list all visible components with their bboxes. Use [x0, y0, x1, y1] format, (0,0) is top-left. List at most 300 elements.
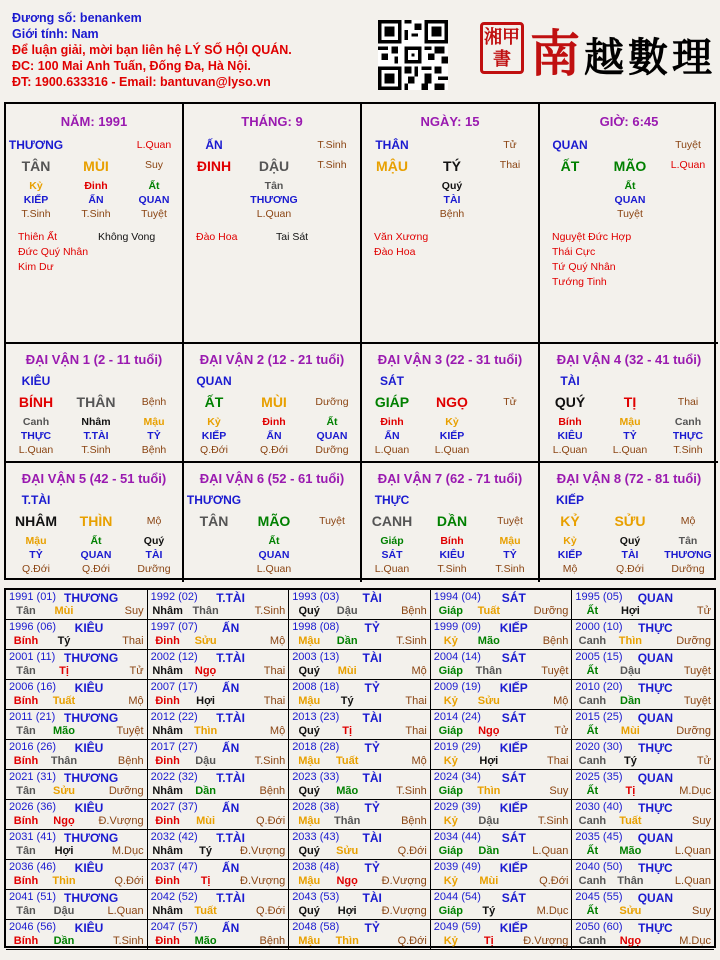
year-branch: Mùi	[196, 815, 216, 827]
year-label: 2001 (11)	[9, 651, 56, 663]
luck-hidden-phase: L.Quan	[18, 444, 54, 456]
year-phase: Thai	[405, 695, 427, 707]
luck-hidden-stem: Giáp	[380, 535, 404, 547]
luck-hidden-god: TỶ	[147, 430, 161, 442]
year-ten-god: ẤN	[221, 801, 240, 815]
luck-pillar-cell	[184, 463, 362, 582]
year-cell	[431, 590, 573, 620]
year-cell	[289, 860, 431, 890]
hidden-stem: Tân	[264, 180, 284, 192]
year-ten-god: THỰC	[638, 861, 673, 875]
pillar-title: NGÀY: 15	[420, 114, 480, 129]
year-phase: Mộ	[411, 665, 427, 677]
year-ten-god: TỶ	[364, 861, 380, 875]
year-stem: Kỷ	[443, 935, 458, 947]
pillar-branch: MÙI	[83, 158, 109, 174]
year-phase: T.Sinh	[254, 605, 286, 617]
year-stem: Mậu	[298, 755, 321, 767]
year-ten-god: THỰC	[638, 921, 673, 935]
luck-branch: THÌN	[79, 513, 113, 529]
year-ten-god: SÁT	[501, 591, 526, 605]
year-label: 1992 (02)	[150, 591, 198, 603]
luck-hidden-stem: Kỷ	[207, 416, 221, 428]
chart-header	[12, 10, 352, 90]
year-branch: Dậu	[478, 815, 500, 827]
year-phase: T.Sinh	[537, 815, 569, 827]
year-branch: Dậu	[195, 755, 216, 767]
year-phase: Dưỡng	[533, 605, 569, 617]
luck-hidden-god: KIÊU	[439, 549, 465, 561]
year-phase: Dưỡng	[676, 725, 711, 737]
year-branch: Dậu	[53, 905, 75, 917]
year-label: 2046 (56)	[9, 921, 57, 933]
year-label: 2023 (33)	[292, 771, 340, 783]
year-stem: Giáp	[438, 905, 464, 917]
luck-hidden-stem: Mậu	[25, 535, 47, 547]
year-cell	[148, 770, 290, 800]
year-cell	[572, 800, 714, 830]
year-label: 2010 (20)	[575, 681, 623, 693]
luck-hidden-stem: Quý	[143, 535, 165, 547]
year-label: 2041 (51)	[9, 891, 57, 903]
luck-hidden-phase: L.Quan	[374, 563, 410, 575]
luck-pillar-cell	[6, 344, 184, 463]
year-branch: Tuất	[335, 755, 359, 767]
year-label: 2000 (10)	[575, 621, 623, 633]
year-phase: M.Dục	[111, 845, 144, 857]
luck-hidden-phase: Dưỡng	[137, 563, 171, 575]
year-phase: T.Sinh	[113, 935, 144, 947]
luck-phase: Thai	[677, 396, 699, 408]
year-branch: Tý	[623, 755, 637, 767]
year-stem: Canh	[578, 935, 607, 947]
luck-hidden-phase: T.Sinh	[81, 444, 111, 456]
luck-stem: NHÂM	[15, 513, 57, 529]
year-branch: Tuất	[619, 815, 642, 827]
year-branch: Hợi	[196, 695, 215, 707]
year-phase: Đ.Vượng	[381, 875, 427, 887]
year-cell	[148, 710, 290, 740]
year-cell	[289, 620, 431, 650]
luck-hidden-stem: Ất	[90, 535, 102, 547]
year-label: 2037 (47)	[150, 861, 198, 873]
luck-hidden-stem: Canh	[674, 416, 702, 428]
year-stem: Đinh	[155, 635, 180, 647]
luck-branch: THÂN	[76, 394, 116, 410]
luck-hidden-phase: L.Quan	[434, 444, 470, 456]
year-branch: Tuất	[194, 905, 217, 917]
year-stem: Tân	[16, 725, 36, 737]
year-cell	[431, 860, 573, 890]
year-label: 2034 (44)	[433, 831, 481, 843]
luck-hidden-phase: Q.Đới	[616, 563, 644, 575]
year-branch: Thân	[192, 605, 219, 617]
year-stem: Mậu	[298, 635, 321, 647]
luck-hidden-god: THỰC	[20, 430, 52, 442]
year-branch: Thìn	[618, 635, 642, 647]
year-stem: Tân	[16, 905, 36, 917]
year-stem: Quý	[298, 905, 320, 917]
luck-hidden-god: KIẾP	[557, 549, 583, 561]
year-stem: Nhâm	[152, 785, 183, 797]
year-phase: Mộ	[128, 695, 144, 707]
year-branch: Dần	[195, 785, 216, 797]
year-phase: Bệnh	[401, 815, 427, 827]
year-branch: Ngọ	[53, 815, 75, 827]
luck-phase: Mộ	[146, 515, 162, 527]
year-phase: Tử	[129, 665, 144, 677]
year-ten-god: TỶ	[364, 681, 380, 695]
luck-stem: GIÁP	[374, 394, 410, 410]
luck-hidden-god: KIÊU	[557, 430, 583, 442]
year-branch: Thìn	[335, 935, 359, 947]
year-label: 2016 (26)	[9, 741, 57, 753]
year-phase: T.Sinh	[396, 635, 427, 647]
year-stem: Ất	[586, 725, 599, 737]
year-branch: Mùi	[620, 725, 640, 737]
pillar-branch: TÝ	[443, 158, 461, 174]
luck-ten-god: THỰC	[374, 493, 410, 507]
year-branch: Mão	[194, 935, 217, 947]
year-branch: Mùi	[54, 605, 74, 617]
luck-branch: NGỌ	[436, 394, 468, 410]
bazi-grid	[4, 102, 716, 580]
year-branch: Dậu	[620, 665, 641, 677]
luck-hidden-stem: Tân	[678, 535, 698, 547]
year-branch: Sửu	[619, 905, 642, 917]
year-branch: Mão	[477, 635, 500, 647]
year-cell	[431, 830, 573, 860]
phone-email[interactable]: ĐT: 1900.633316 - Email: bantuvan@lyso.vn	[12, 75, 271, 89]
luck-hidden-phase: T.Sinh	[437, 563, 467, 575]
pillar-cell	[184, 104, 362, 344]
luck-hidden-god: KIẾP	[201, 430, 227, 442]
shensha-star: Đào Hoa	[374, 246, 416, 258]
year-stem: Canh	[578, 755, 607, 767]
year-cell	[148, 860, 290, 890]
pillar-stem: ĐINH	[196, 158, 232, 174]
year-cell	[148, 680, 290, 710]
luck-hidden-phase: Dưỡng	[671, 563, 705, 575]
luck-hidden-stem: Kỷ	[563, 535, 577, 547]
luck-hidden-god: QUAN	[258, 549, 290, 561]
year-stem: Bính	[13, 815, 39, 827]
luck-ten-god: KIẾP	[555, 493, 584, 507]
luck-hidden-god: TỶ	[29, 549, 43, 561]
luck-stem: QUÝ	[554, 394, 586, 410]
hidden-stem: Ất	[148, 180, 160, 192]
year-cell	[572, 770, 714, 800]
year-label: 1994 (04)	[433, 591, 481, 603]
year-branch: Tý	[57, 635, 71, 647]
year-cell	[6, 800, 148, 830]
year-label: 2027 (37)	[150, 801, 198, 813]
year-cell	[148, 830, 290, 860]
year-stem: Nhâm	[152, 845, 183, 857]
year-cell	[572, 890, 714, 920]
year-stem: Giáp	[438, 665, 464, 677]
luck-hidden-stem: Quý	[619, 535, 641, 547]
year-phase: Thai	[122, 635, 144, 647]
luck-title: ĐẠI VẬN 5 (42 - 51 tuổi)	[21, 471, 167, 486]
year-ten-god: SÁT	[501, 651, 526, 665]
year-cell	[148, 590, 290, 620]
pillar-branch: MÃO	[613, 158, 647, 174]
year-branch: Mùi	[337, 665, 357, 677]
year-phase: Q.Đới	[539, 875, 569, 887]
year-phase: Thai	[546, 755, 569, 767]
hidden-stem: Đinh	[84, 180, 108, 192]
year-label: 2035 (45)	[575, 831, 623, 843]
year-phase: Suy	[549, 785, 569, 797]
luck-hidden-stem: Mậu	[619, 416, 641, 428]
year-stem: Ất	[586, 665, 599, 677]
year-stem: Canh	[578, 815, 607, 827]
pillar-mark: Tuyệt	[675, 139, 701, 151]
luck-hidden-stem: Canh	[22, 416, 50, 428]
year-stem: Nhâm	[152, 665, 183, 677]
year-cell	[431, 800, 573, 830]
address: ĐC: 100 Mai Anh Tuấn, Đống Đa, Hà Nội.	[12, 59, 251, 73]
shensha-star: Đào Hoa	[196, 231, 238, 243]
year-label: 2040 (50)	[575, 861, 623, 873]
year-branch: Tuất	[477, 605, 500, 617]
luck-hidden-god: TỶ	[503, 549, 517, 561]
year-stem: Ất	[586, 785, 599, 797]
year-cell	[6, 650, 148, 680]
year-stem: Quý	[298, 845, 320, 857]
year-stem: Ất	[586, 905, 599, 917]
year-phase: Đ.Vượng	[240, 845, 286, 857]
luck-hidden-god: THỰC	[672, 430, 704, 442]
year-stem: Tân	[16, 785, 36, 797]
year-stem: Giáp	[438, 845, 464, 857]
luck-branch: MÃO	[257, 513, 291, 529]
year-phase: Q.Đới	[397, 935, 427, 947]
year-stem: Đinh	[155, 755, 180, 767]
year-cell	[6, 680, 148, 710]
hidden-ten-god: QUAN	[138, 194, 170, 206]
year-ten-god: SÁT	[501, 771, 526, 785]
year-stem: Quý	[298, 725, 320, 737]
pillar-branch: DẬU	[258, 158, 290, 174]
year-phase: Bệnh	[542, 635, 569, 647]
year-phase: Đ.Vượng	[98, 815, 144, 827]
year-ten-god: ẤN	[221, 681, 240, 695]
year-ten-god: TÀI	[362, 891, 382, 905]
year-phase: Dưỡng	[676, 635, 711, 647]
year-ten-god: T.TÀI	[216, 771, 245, 785]
year-phase: Thai	[263, 665, 286, 677]
year-phase: Tử	[696, 755, 711, 767]
year-label: 2026 (36)	[9, 801, 57, 813]
year-ten-god: KIẾP	[499, 921, 528, 935]
year-phase: L.Quan	[107, 905, 144, 917]
luck-hidden-stem: Đinh	[380, 416, 404, 428]
year-label: 2011 (21)	[9, 711, 56, 723]
year-stem: Kỷ	[443, 635, 458, 647]
year-branch: Hợi	[479, 755, 499, 767]
year-cell	[431, 620, 573, 650]
logo-text: 南越數理	[530, 24, 716, 83]
shensha-star: Tứ Quý Nhân	[552, 261, 616, 273]
year-branch: Mão	[336, 785, 359, 797]
year-ten-god: TỶ	[364, 801, 380, 815]
year-stem: Tân	[16, 605, 36, 617]
luck-branch: MÙI	[261, 394, 287, 410]
year-ten-god: TỶ	[364, 621, 380, 635]
year-phase: Bệnh	[117, 755, 144, 767]
year-ten-god: KIÊU	[74, 801, 104, 815]
pillar-stem: TÂN	[21, 158, 51, 174]
luck-hidden-god: QUAN	[80, 549, 112, 561]
year-branch: Tị	[59, 665, 69, 677]
pillar-stem: MẬU	[376, 158, 408, 174]
year-branch: Dần	[336, 635, 358, 647]
year-stem: Nhâm	[152, 905, 183, 917]
shensha-star: Đức Quý Nhân	[18, 246, 89, 258]
year-branch: Mão	[53, 725, 75, 737]
luck-stem: KỶ	[560, 513, 580, 529]
year-phase: M.Dục	[679, 785, 711, 797]
year-stem: Bính	[13, 635, 39, 647]
year-phase: Tuyệt	[683, 695, 711, 707]
year-ten-god: THƯƠNG	[64, 891, 119, 905]
luck-hidden-phase: L.Quan	[374, 444, 410, 456]
year-cell	[289, 800, 431, 830]
luck-hidden-phase: L.Quan	[552, 444, 588, 456]
year-stem: Kỷ	[443, 695, 458, 707]
year-cell	[6, 890, 148, 920]
year-cell	[148, 920, 290, 950]
year-phase: Thai	[263, 695, 286, 707]
year-phase: Bệnh	[401, 605, 427, 617]
year-ten-god: KIÊU	[74, 921, 104, 935]
year-stem: Đinh	[155, 875, 180, 887]
year-label: 2002 (12)	[150, 651, 198, 663]
year-phase: M.Dục	[536, 905, 569, 917]
year-branch: Thân	[334, 815, 361, 827]
qr-code-icon[interactable]	[378, 20, 448, 90]
year-label: 2048 (58)	[292, 921, 340, 933]
gender: Giới tính: Nam	[12, 27, 99, 41]
year-ten-god: THỰC	[638, 681, 673, 695]
year-cell	[148, 740, 290, 770]
year-ten-god: ẤN	[221, 921, 240, 935]
year-stem: Quý	[298, 605, 320, 617]
year-phase: Tử	[554, 725, 569, 737]
year-stem: Đinh	[155, 935, 180, 947]
year-phase: Đ.Vượng	[240, 875, 286, 887]
year-cell	[148, 620, 290, 650]
year-stem: Bính	[13, 935, 39, 947]
year-cell	[6, 920, 148, 950]
year-cell	[148, 650, 290, 680]
year-stem: Mậu	[298, 695, 321, 707]
year-ten-god: QUAN	[637, 651, 674, 665]
luck-branch: TỊ	[623, 394, 637, 410]
year-label: 2032 (42)	[150, 831, 198, 843]
year-stem: Ất	[586, 845, 599, 857]
year-label: 2029 (39)	[433, 801, 481, 813]
luck-hidden-god: THƯƠNG	[664, 549, 712, 561]
luck-hidden-phase: Q.Đới	[260, 444, 288, 456]
year-branch: Thân	[50, 755, 78, 767]
year-label: 2050 (60)	[575, 921, 623, 933]
year-stem: Ất	[586, 605, 599, 617]
luck-hidden-stem: Kỷ	[445, 416, 459, 428]
year-phase: Mộ	[553, 695, 569, 707]
hidden-ten-god: QUAN	[614, 194, 646, 206]
year-label: 2006 (16)	[9, 681, 57, 693]
year-ten-god: KIẾP	[499, 741, 528, 755]
luck-hidden-phase: Bệnh	[141, 444, 167, 456]
year-ten-god: TÀI	[362, 771, 382, 785]
year-phase: Bệnh	[259, 785, 286, 797]
year-phase: Q.Đới	[114, 875, 144, 887]
year-branch: Thìn	[193, 725, 218, 737]
year-label: 1998 (08)	[292, 621, 340, 633]
pillar-mark: L.Quan	[136, 139, 172, 151]
year-phase: Suy	[692, 905, 711, 917]
year-phase: Q.Đới	[255, 905, 286, 917]
pillar-stem: ẤT	[560, 158, 580, 174]
year-ten-god: THƯƠNG	[64, 711, 119, 725]
pillar-title: THÁNG: 9	[241, 114, 303, 129]
year-label: 2025 (35)	[575, 771, 623, 783]
luck-title: ĐẠI VẬN 8 (72 - 81 tuổi)	[556, 471, 702, 486]
year-stem: Nhâm	[152, 725, 183, 737]
pillar-phase: Thai	[499, 159, 521, 171]
year-label: 2039 (49)	[433, 861, 481, 873]
hidden-stem: Kỷ	[29, 180, 43, 192]
year-cell	[572, 650, 714, 680]
year-branch: Ngọ	[478, 725, 500, 737]
year-label: 2047 (57)	[150, 921, 198, 933]
year-phase: Q.Đới	[397, 845, 427, 857]
year-ten-god: SÁT	[501, 891, 526, 905]
luck-hidden-phase: L.Quan	[612, 444, 648, 456]
pillar-ten-god: ẤN	[205, 138, 223, 152]
year-branch: Thân	[617, 875, 644, 887]
year-label: 2013 (23)	[292, 711, 340, 723]
owner-name: Đương số: benankem	[12, 11, 142, 25]
year-cell	[6, 860, 148, 890]
year-ten-god: QUAN	[637, 711, 674, 725]
year-ten-god: ẤN	[221, 861, 240, 875]
year-stem: Kỷ	[443, 815, 458, 827]
year-branch: Sửu	[336, 845, 359, 857]
year-cell	[289, 890, 431, 920]
year-cell	[431, 680, 573, 710]
year-label: 2044 (54)	[433, 891, 481, 903]
luck-title: ĐẠI VẬN 2 (12 - 21 tuổi)	[199, 352, 345, 367]
year-branch: Ngọ	[194, 665, 217, 677]
year-label: 2012 (22)	[150, 711, 198, 723]
year-cell	[289, 710, 431, 740]
year-stem: Kỷ	[443, 755, 458, 767]
hidden-phase: Bệnh	[439, 208, 465, 220]
shensha-star: Tai Sát	[276, 231, 309, 243]
year-branch: Dần	[53, 935, 75, 947]
year-ten-god: QUAN	[637, 891, 674, 905]
year-cell	[431, 890, 573, 920]
year-label: 2005 (15)	[575, 651, 623, 663]
annual-luck-grid	[4, 588, 716, 948]
year-branch: Mùi	[479, 875, 499, 887]
year-stem: Bính	[13, 695, 39, 707]
year-ten-god: T.TÀI	[216, 891, 245, 905]
